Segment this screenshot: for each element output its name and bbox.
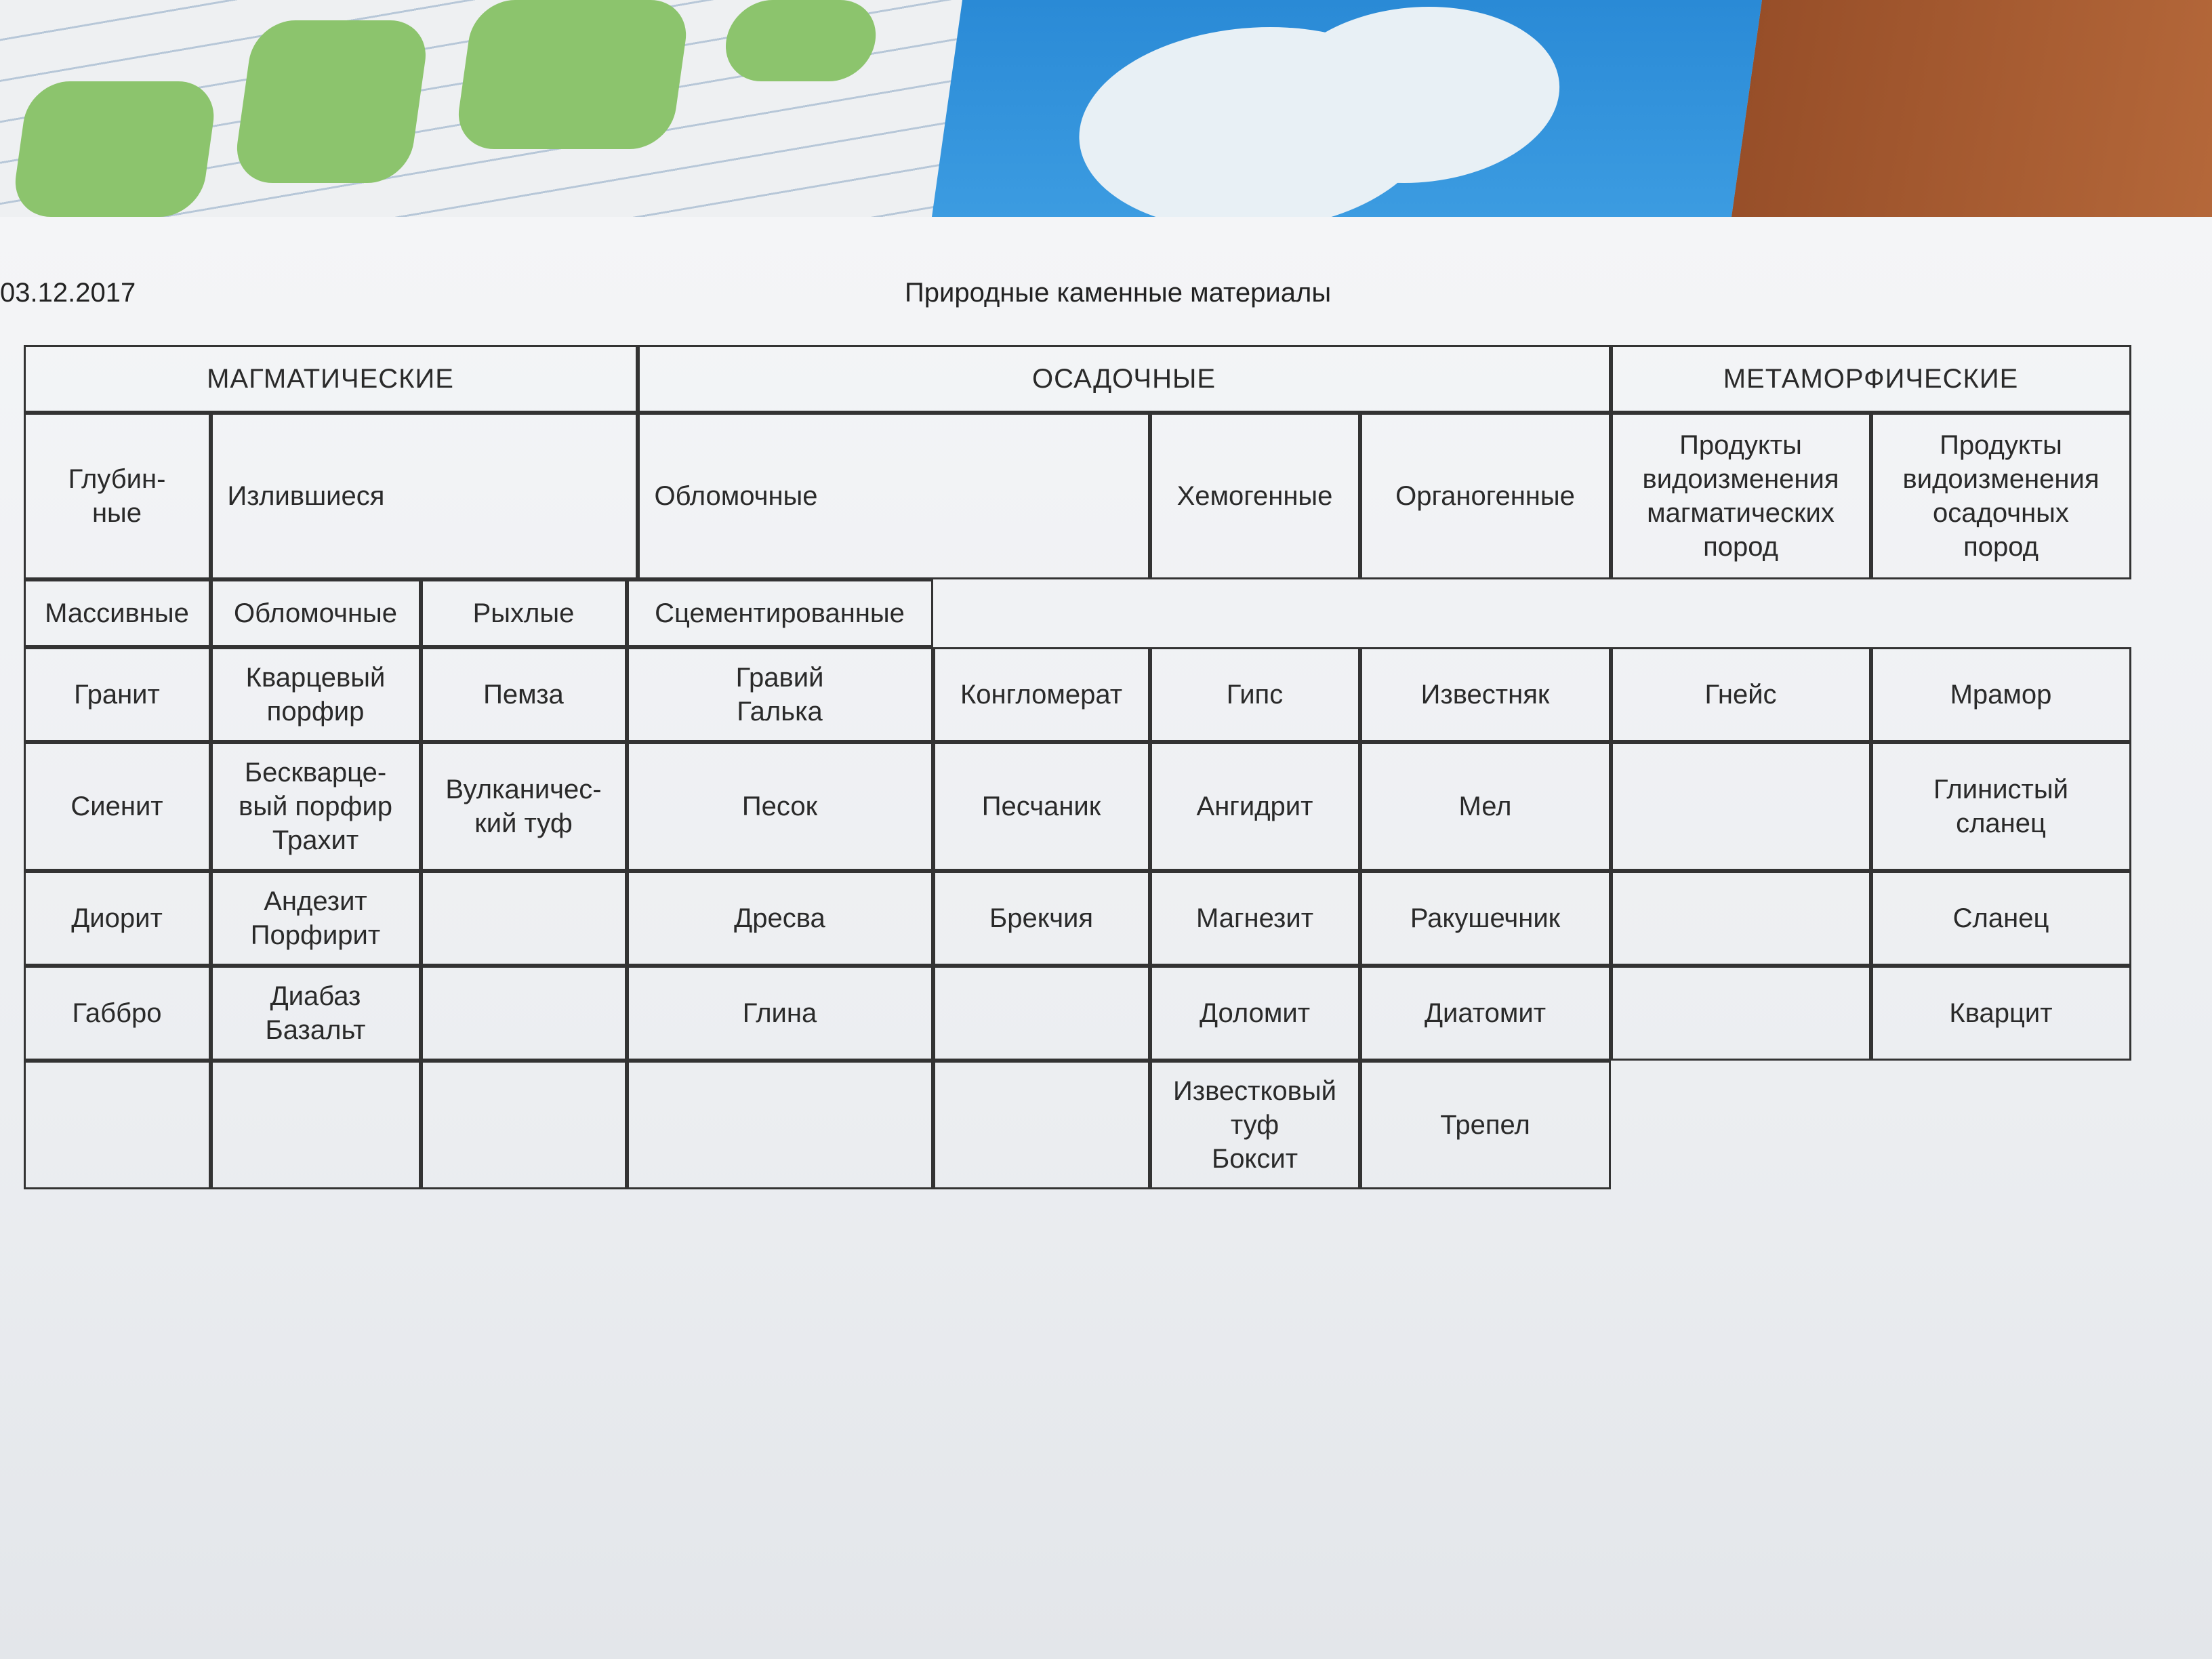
table-cell: Конгломерат: [933, 647, 1150, 742]
table-cell: Ангидрит: [1150, 742, 1360, 871]
table-cell: [627, 1061, 933, 1189]
table-cell: Вулканичес- кий туф: [421, 742, 627, 871]
table-cell: Диабаз Базальт: [211, 966, 421, 1061]
table-cell: Гипс: [1150, 647, 1360, 742]
subgroup-effusive: Излившиеся: [211, 413, 638, 579]
table-cell: Магнезит: [1150, 871, 1360, 966]
group-magmatic: МАГМАТИЧЕСКИЕ: [24, 345, 638, 413]
type-clastic: Обломочные: [211, 579, 421, 647]
table-cell: Диатомит: [1360, 966, 1611, 1061]
rocks-table: [24, 346, 2132, 1179]
document-date: 03.12.2017: [0, 278, 136, 308]
table-cell: Песок: [627, 742, 933, 871]
table-cell: [211, 1061, 421, 1189]
table-cell: Кварцит: [1871, 966, 2131, 1061]
green-lettering: [232, 20, 431, 183]
type-loose: Рыхлые: [421, 579, 627, 647]
subgroup-clastic: Обломочные: [638, 413, 1150, 579]
green-lettering: [720, 0, 881, 81]
green-lettering: [10, 81, 219, 217]
table-cell: [1611, 871, 1871, 966]
group-sedimentary: ОСАДОЧНЫЕ: [638, 345, 1611, 413]
table-cell: Габбро: [24, 966, 211, 1061]
subgroup-meta-magmatic: Продукты видоизменения магматических пород: [1611, 413, 1871, 579]
table-cell: Пемза: [421, 647, 627, 742]
table-cell: Ракушечник: [1360, 871, 1611, 966]
table-cell: Мел: [1360, 742, 1611, 871]
table-cell: Гнейс: [1611, 647, 1871, 742]
table-cell: [421, 1061, 627, 1189]
table-cell: Бескварце- вый порфир Трахит: [211, 742, 421, 871]
type-massive: Массивные: [24, 579, 211, 647]
subgroup-chemogenic: Хемогенные: [1150, 413, 1360, 579]
table-cell: [933, 966, 1150, 1061]
table-cell: [421, 871, 627, 966]
table-cell: Песчаник: [933, 742, 1150, 871]
table-cell: Андезит Порфирит: [211, 871, 421, 966]
table-cell: Брекчия: [933, 871, 1150, 966]
table-cell: Трепел: [1360, 1061, 1611, 1189]
table-cell: Дресва: [627, 871, 933, 966]
green-lettering: [453, 0, 691, 149]
table-cell: [1611, 742, 1871, 871]
table-cell: [24, 1061, 211, 1189]
table-cell: Глинистый сланец: [1871, 742, 2131, 871]
table-cell: [421, 966, 627, 1061]
table-cell: Доломит: [1150, 966, 1360, 1061]
table-cell: Известняк: [1360, 647, 1611, 742]
subgroup-organogenic: Органогенные: [1360, 413, 1611, 579]
table-cell: Известковый туф Боксит: [1150, 1061, 1360, 1189]
table-cell: Гранит: [24, 647, 211, 742]
table-cell: Мрамор: [1871, 647, 2131, 742]
table-cell: Сиенит: [24, 742, 211, 871]
subgroup-deep: Глубин- ные: [24, 413, 211, 579]
table-cell: [1611, 966, 1871, 1061]
table-cell: Сланец: [1871, 871, 2131, 966]
subgroup-meta-sedimentary: Продукты видоизменения осадочных пород: [1871, 413, 2131, 579]
table-cell: Глина: [627, 966, 933, 1061]
type-cemented: Сцементированные: [627, 579, 933, 647]
table-cell: Гравий Галька: [627, 647, 933, 742]
group-metamorphic: МЕТАМОРФИЧЕСКИЕ: [1611, 345, 2131, 413]
table-cell: Диорит: [24, 871, 211, 966]
document-title: Природные каменные материалы: [905, 278, 1332, 308]
table-cell: Кварцевый порфир: [211, 647, 421, 742]
table-cell: [933, 1061, 1150, 1189]
